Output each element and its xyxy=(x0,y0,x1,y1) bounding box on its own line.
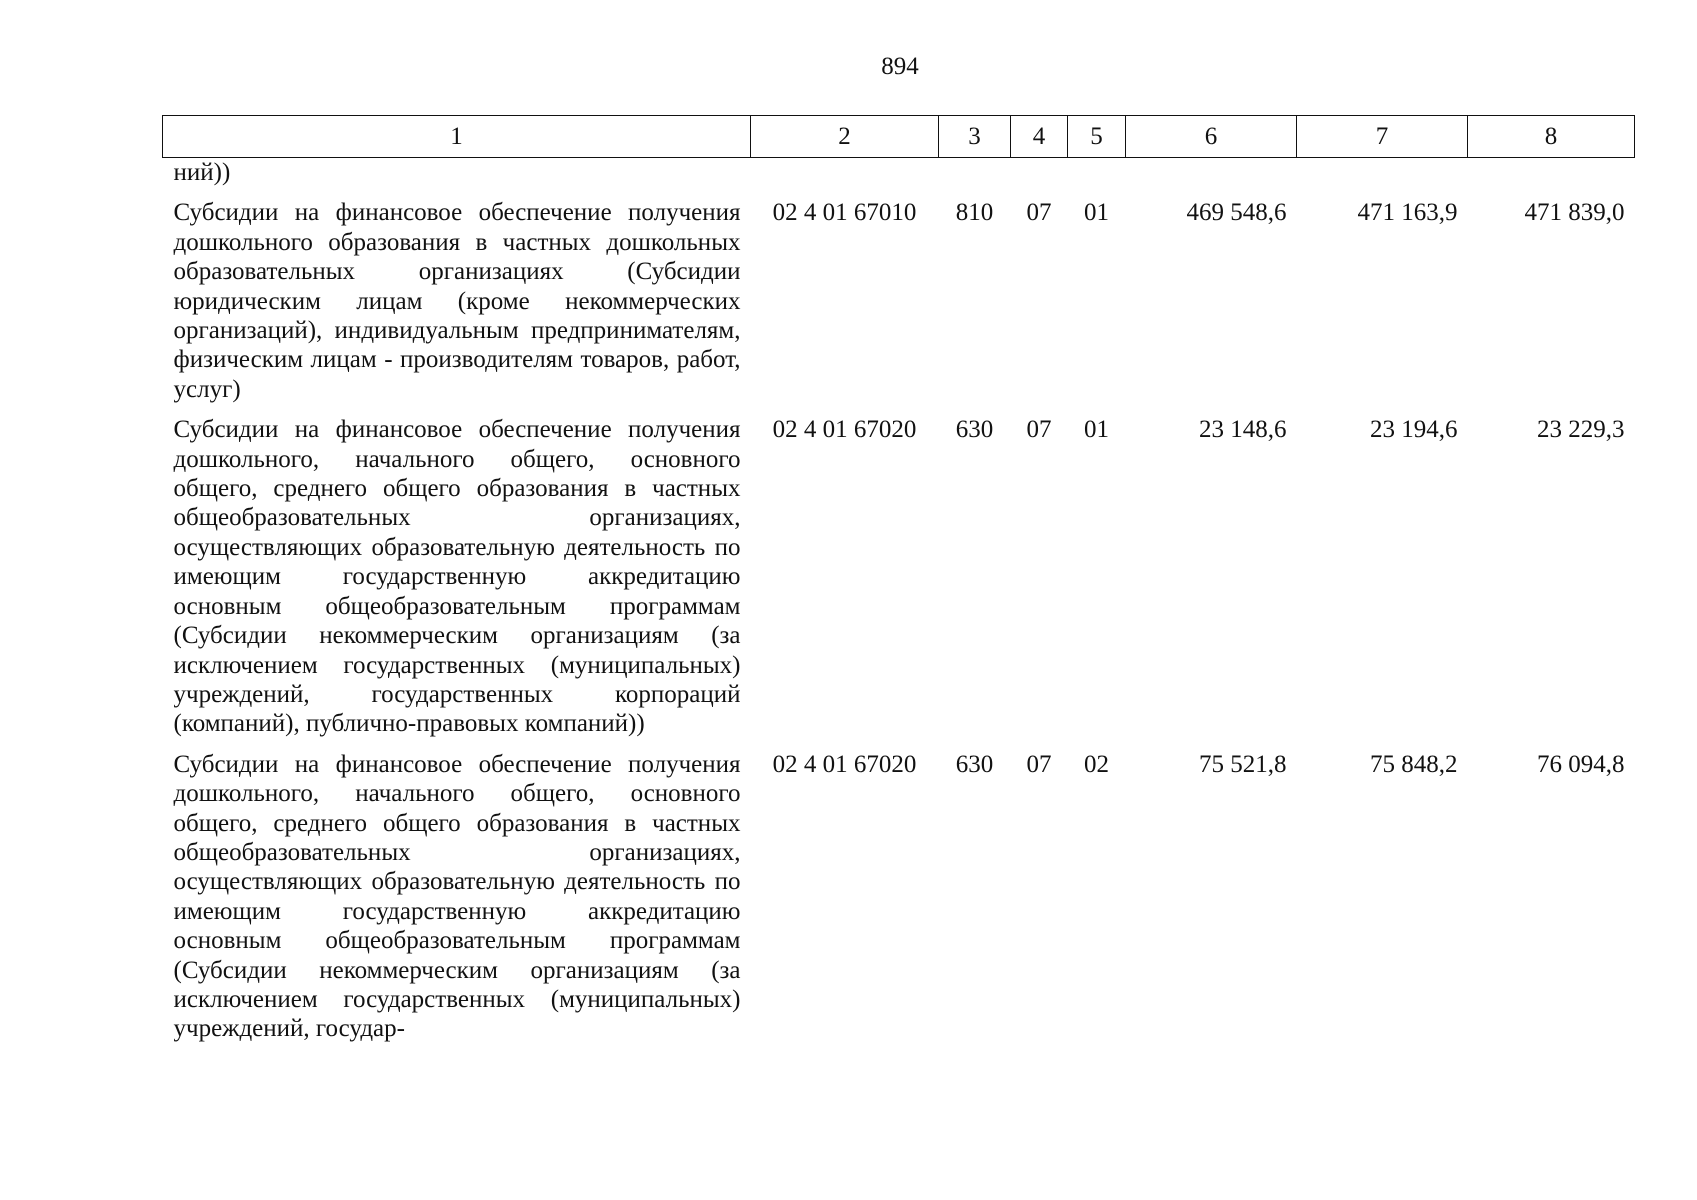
row-amount-8: 76 094,8 xyxy=(1537,750,1625,778)
budget-table xyxy=(162,115,1635,1044)
empty-cell xyxy=(1468,158,1635,188)
row-amount-8: 23 229,3 xyxy=(1537,416,1625,444)
header-col-5: 5 xyxy=(1068,116,1126,158)
row-description: Субсидии на финансовое обеспечение получения дошкольного, начального общего, основного общего, среднего общего образования в частных общеобразовательных организациях, осуществляющих образовательную деятельность по имеющим государственную аккредитацию основным общеобразовательным программам (Субсидии некоммерческим организациям (за исключением государственных (муниципальных) учреждений, государственных корпораций (компаний), публично-правовых компаний)) xyxy=(173,416,741,738)
empty-cell xyxy=(939,158,1011,188)
row-expense-type: 630 xyxy=(955,416,994,444)
header-col-2: 2 xyxy=(751,116,939,158)
header-row xyxy=(163,116,1635,158)
row-section: 07 xyxy=(1026,416,1052,444)
row-subsection: 02 xyxy=(1084,750,1109,778)
table-header xyxy=(163,116,1635,158)
row-amount-7: 75 848,2 xyxy=(1370,750,1458,778)
header-col-4: 4 xyxy=(1011,116,1068,158)
empty-cell xyxy=(1126,158,1297,188)
carry-over-text: ний)) xyxy=(173,159,231,186)
empty-cell xyxy=(1011,158,1068,188)
empty-cell xyxy=(1068,158,1126,188)
row-target-code: 02 4 01 67010 xyxy=(772,199,917,227)
row-subsection: 01 xyxy=(1084,199,1109,227)
table-row xyxy=(163,404,1635,738)
empty-cell xyxy=(1297,158,1468,188)
row-expense-type: 630 xyxy=(955,750,994,778)
carry-over-row xyxy=(163,158,1635,188)
row-section: 07 xyxy=(1026,750,1052,778)
row-target-code: 02 4 01 67020 xyxy=(772,750,917,778)
header-col-8: 8 xyxy=(1468,116,1635,158)
row-amount-7: 471 163,9 xyxy=(1357,199,1458,227)
header-col-3: 3 xyxy=(939,116,1011,158)
page-number: 894 xyxy=(881,53,919,80)
empty-cell xyxy=(751,158,939,188)
header-col-1: 1 xyxy=(163,116,751,158)
row-target-code: 02 4 01 67020 xyxy=(772,416,917,444)
row-description: Субсидии на финансовое обеспечение получения дошкольного образования в частных дошкольных образовательных организациях (Субсидии юридическим лицам (кроме некоммерческих организаций), индивидуальным предпринимателям, физическим лицам - производителям товаров, работ, услуг) xyxy=(173,199,741,403)
row-subsection: 01 xyxy=(1084,416,1109,444)
row-amount-6: 23 148,6 xyxy=(1199,416,1287,444)
row-expense-type: 810 xyxy=(955,199,994,227)
header-col-7: 7 xyxy=(1297,116,1468,158)
row-amount-7: 23 194,6 xyxy=(1370,416,1458,444)
row-section: 07 xyxy=(1026,199,1052,227)
table-body xyxy=(163,158,1635,1044)
header-col-6: 6 xyxy=(1126,116,1297,158)
row-amount-6: 75 521,8 xyxy=(1199,750,1287,778)
row-description: Субсидии на финансовое обеспечение получения дошкольного, начального общего, основного общего, среднего общего образования в частных общеобразовательных организациях, осуществляющих образовательную деятельность по имеющим государственную аккредитацию основным общеобразовательным программам (Субсидии некоммерческим организациям (за исключением государственных (муниципальных) учреждений, государ- xyxy=(173,750,741,1043)
table-row xyxy=(163,739,1635,1044)
table-row xyxy=(163,187,1635,404)
row-amount-8: 471 839,0 xyxy=(1524,199,1625,227)
row-amount-6: 469 548,6 xyxy=(1186,199,1287,227)
